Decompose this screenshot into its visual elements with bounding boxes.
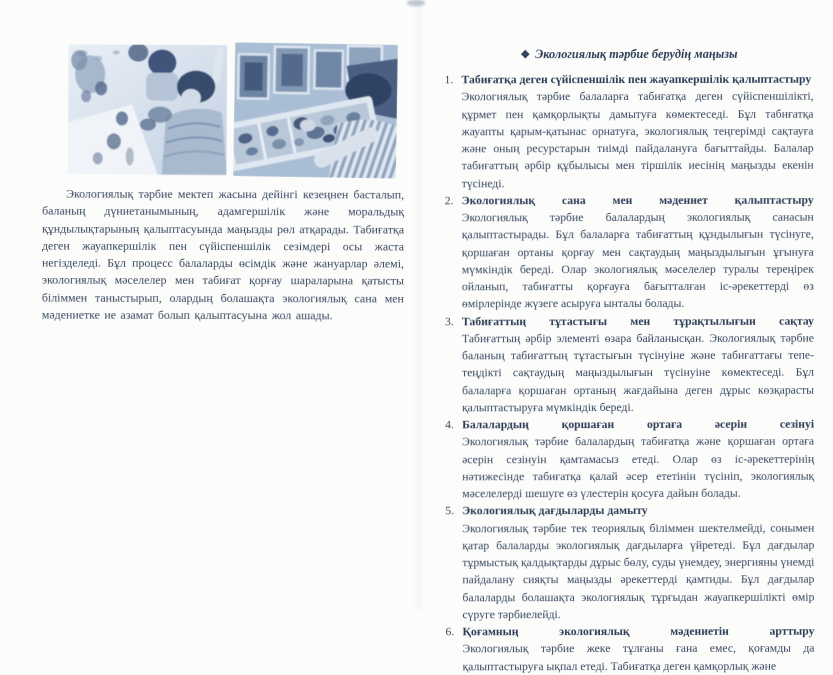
item-body: Экологиялық тәрбие балаларға табиғатқа деген сүйіспеншілікті, құрмет пен қамқорлықты дамытуға көмектеседі. Бұл табиғатқа жауапты қарым-қатынас орнатуға, экологиялық теңгерімді сақтауға және оның ресурстарын тиімді пайдалануға бағыттайды. Балалар табиғаттың әрбір құбылысы мен тіршілік иесінің маңызды екенін түсінеді. xyxy=(461,89,814,190)
item-body: Экологиялық тәрбие балалардың табиғатқа және қоршаған ортаға әсерін сезінуін қамтамасыз етеді. Олар өз іс-әрекеттерінің нәтижесінде табиғатқа қалай әсер ететінін түсініп, экологиялық мәселелерді шешуге өз үлестерін қосуға дайын болады. xyxy=(462,434,815,501)
child-nature-tray-photo xyxy=(233,42,398,179)
item-number: 3. xyxy=(444,314,454,328)
item-text xyxy=(461,71,813,192)
item-text xyxy=(462,191,814,312)
item-body: Табиғаттың әрбір элементі өзара байланысқан. Экологиялық тәрбие баланың табиғаттың тұтастығын түсінуіне және табиғаттағы тепе-теңдікті сақтаудың маңыздылығын түсінуіне көмектеседі. Бұл балаларға қоршаған ортаның жағдайына деген дұрыс көзқарасты қалыптастыруға мүмкіндік береді. xyxy=(461,331,815,415)
item-text xyxy=(462,312,814,416)
children-activity-photo xyxy=(68,44,228,177)
left-page-paragraph: Экологиялық тәрбие мектеп жасына дейінгі кезеңнен басталып, баланың дүниетанымының, адамгершілік және моральдық құндылықтарының қалыптасуында маңызды рөл атқарады. Табиғатқа деген жауапкершілік пен сүйіспеншілік сезімдері осы жаста негізделеді. Бұл процесс балаларды өсімдік және жануарлар әлемі, экологиялық мәселелер мен табиғат қорғау шараларына қатысты біліммен таныстырып, олардың болашақта экологиялық сана мен мәдениетке ие азамат болып қалыптасуына жол ашады. xyxy=(41,186,405,323)
list-item-4 xyxy=(445,416,814,503)
item-number: 6. xyxy=(445,625,455,639)
item-body: Экологиялық тәрбие тек теориялық біліммен шектелмейді, сонымен қатар балаларды экологиялық дағдыларға үйретеді. Бұл дағдылар тұрмыстық қалдықтарды дұрыс бөлу, суды үнемдеу, энергияны үнемді пайдалану сияқты маңызды әрекеттерді қамтиды. Бұл дағдылар балаларды болашақта экологиялық тұрғыдан жауапкершілікті өмір сүруге тәрбиелейді. xyxy=(462,521,815,622)
right-page-column xyxy=(444,46,814,675)
page-gutter-shadow xyxy=(412,0,426,609)
item-body: Экологиялық тәрбие балалардың экологиялық санасын қалыптастырады. Бұл балаларға табиғаттың құндылығын түсінуге, қоршаған ортаны қорғау мен сақтаудың маңыздылығын ұғынуға мүмкіндік береді. Олар экологиялық мәселелер туралы тереңірек ойланып, табиғатты қорғауға бағытталған іс-әрекеттерді өз өмірлерінде жүзеге асыруға ынталы болады. xyxy=(461,210,814,311)
item-number: 1. xyxy=(444,73,454,87)
item-text xyxy=(462,623,814,675)
item-title: Экологиялық дағдыларды дамыту xyxy=(462,504,648,518)
item-title: Табиғаттың тұтастығы мен тұрақтылығын сақтау xyxy=(461,314,814,328)
item-title: Экологиялық сана мен мәдениет қалыптастыру xyxy=(461,193,814,208)
list-item-6 xyxy=(445,623,814,675)
item-number: 5. xyxy=(445,504,455,518)
list-item-5 xyxy=(445,502,814,623)
item-text xyxy=(462,416,814,503)
diamond-bullet-icon: ❖ xyxy=(520,49,531,62)
numbered-list xyxy=(444,71,814,675)
item-title: Балалардың қоршаған ортаға әсерін сезінуі xyxy=(462,417,815,432)
list-item-3 xyxy=(445,312,814,416)
page-title xyxy=(444,46,813,64)
list-item-1 xyxy=(444,71,813,192)
item-number: 4. xyxy=(445,418,454,432)
item-body: Экологиялық тәрбие жеке тұлғаны ғана емес, қоғамды да қалыптастыруға ықпал етеді. Табиғатқа деген қамқорлық және xyxy=(462,641,815,673)
list-item-2 xyxy=(445,191,814,312)
photo-row xyxy=(68,44,398,178)
item-text xyxy=(462,502,814,623)
item-number: 2. xyxy=(444,194,454,208)
page-title-text: Экологиялық тәрбие берудің маңызы xyxy=(535,46,738,62)
item-title: Табиғатқа деген сүйіспеншілік пен жауапкершілік қалыптастыру xyxy=(461,72,812,87)
item-title: Қоғамның экологиялық мәдениетін арттыру xyxy=(462,624,815,639)
